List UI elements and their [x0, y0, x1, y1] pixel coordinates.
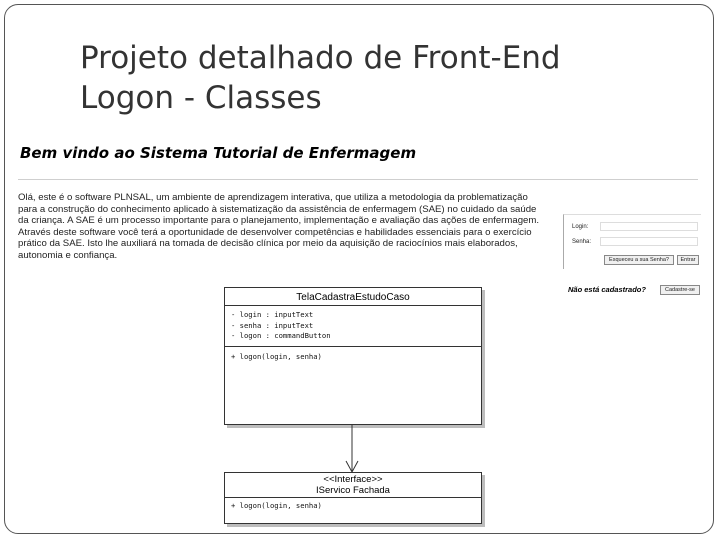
not-registered-label: Não está cadastrado?: [568, 285, 646, 294]
enter-button[interactable]: Entrar: [677, 255, 699, 265]
uml-interface-name: IServico Fachada: [316, 485, 390, 496]
uml-class-name: TelaCadastraEstudoCaso: [225, 288, 481, 306]
uml-interface-iservico-fachada: [224, 472, 482, 524]
uml-interface-header: [225, 473, 481, 498]
uml-operation: + logon(login, senha): [231, 501, 322, 510]
slide-title-line-2: Logon - Classes: [80, 80, 322, 116]
welcome-heading: Bem vindo ao Sistema Tutorial de Enfermagem: [20, 144, 417, 162]
uml-stereotype: <<Interface>>: [323, 474, 383, 485]
slide-title-line-1: Projeto detalhado de Front-End: [80, 40, 561, 76]
uml-interface-operations: [225, 498, 481, 516]
uml-attribute: - senha : inputText: [231, 320, 314, 330]
uml-operation: + logon(login, senha): [231, 351, 322, 361]
password-label: Senha:: [572, 239, 592, 245]
uml-attribute: - logon : commandButton: [231, 331, 331, 340]
forgot-password-button[interactable]: Esqueceu a sua Senha?: [604, 255, 674, 265]
login-label: Login:: [572, 224, 589, 230]
intro-paragraph: Olá, este é o software PLNSAL, um ambiente de aprendizagem interativa, que utiliza a metodologia da problematização para a construção do conhecimento aplicado à sistematização da assistência de enfermagem (SAE) no cuidado da saúde da criança. A SAE é um processo importante para o planejamento, implementação e avaliação das ações de enfermagem. Através deste software você terá a oportunidade de desenvolver competências e habilidades essenciais para o exercício prático da SAE. Isto lhe auxiliará na tomada de decisão clínica por meio da aquisição de raciocínios mais elaborados, autonomia e confiança.: [18, 192, 540, 261]
register-button[interactable]: Cadastre-se: [660, 285, 700, 295]
uml-attribute: - login : inputText: [231, 310, 314, 319]
